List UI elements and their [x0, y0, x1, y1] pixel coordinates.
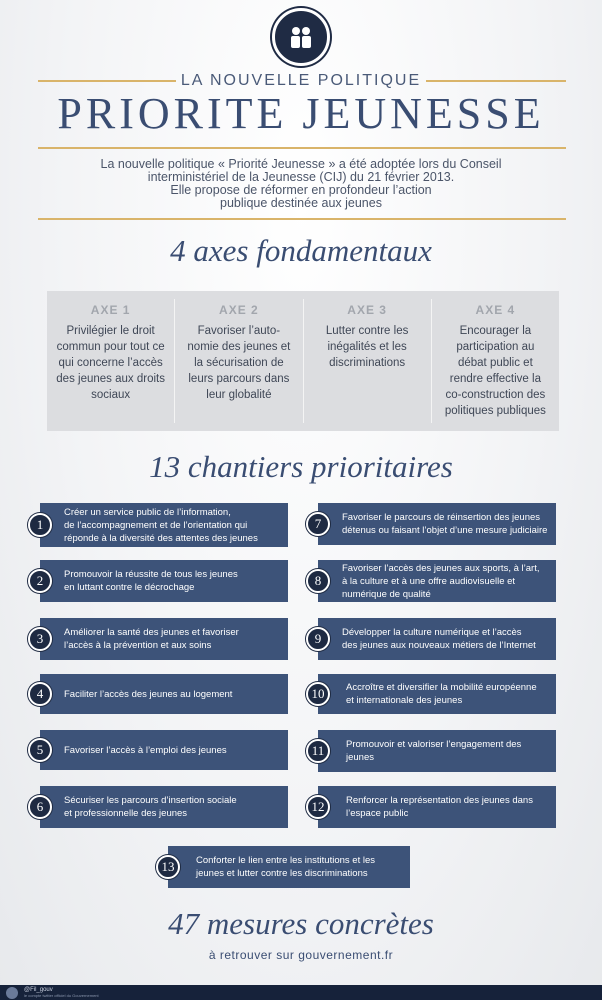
- axe-text-line: Encourager la: [459, 325, 532, 337]
- chantier-text-line: et internationale des jeunes: [346, 695, 463, 706]
- gold-line-under-intro: [38, 218, 566, 220]
- chantier-text: [196, 854, 375, 880]
- chantier-number-badge: 12: [306, 795, 330, 819]
- chantier-text-line: et professionnelle des jeunes: [64, 808, 188, 819]
- chantier-text: [64, 568, 238, 594]
- chantier-text-line: jeunes et lutter contre les discriminations: [196, 868, 368, 879]
- axe-text-line: politiques publiques: [444, 405, 546, 417]
- chantier-number-badge: 13: [156, 855, 180, 879]
- axe-column-2: [174, 299, 302, 423]
- chantier-number-badge: 11: [306, 739, 330, 763]
- chantier-text-line: des jeunes aux nouveaux métiers de l’Internet: [342, 640, 536, 651]
- chantier-text-line: Renforcer la représentation des jeunes dans: [346, 795, 533, 806]
- axe-text-line: débat public et: [457, 357, 533, 369]
- chantier-text-line: Promouvoir et valoriser l’engagement des: [346, 739, 522, 750]
- axe-text-line: Favoriser l’auto-: [197, 325, 281, 337]
- twitter-handle[interactable]: @Fil_gouv: [24, 987, 53, 993]
- twitter-bar: [0, 985, 602, 1000]
- chantiers-title: 13 chantiers prioritaires: [149, 449, 453, 484]
- intro-paragraph: [60, 158, 542, 210]
- chantier-box: [168, 846, 410, 888]
- chantier-text-line: l’espace public: [346, 808, 409, 819]
- axe-text-line: des jeunes aux droits: [56, 373, 165, 385]
- axe-label: AXE 4: [475, 303, 516, 317]
- page-subtitle: LA NOUVELLE POLITIQUE: [180, 72, 422, 89]
- axes-title: 4 axes fondamentaux: [170, 233, 432, 268]
- chantier-text-line: Améliorer la santé des jeunes et favoriser: [64, 627, 239, 638]
- gold-line-under-title: [38, 147, 566, 149]
- chantier-number-badge: 2: [28, 569, 52, 593]
- axe-text-line: Privilégier le droit: [66, 325, 155, 337]
- axe-column-1: [47, 299, 174, 423]
- twitter-description: le compte twitter officiel du Gouvernement: [24, 993, 99, 998]
- chantier-text-line: Favoriser l’accès des jeunes aux sports, à l’art,: [342, 562, 540, 574]
- chantier-box: [318, 674, 556, 714]
- axe-text-line: nomie des jeunes et: [187, 341, 291, 353]
- chantier-box: [40, 560, 288, 602]
- chantier-text: [342, 562, 539, 601]
- chantier-text: [346, 794, 533, 820]
- chantier-text: [64, 744, 227, 757]
- chantier-text-line: réponde à la diversité des attentes des jeunes: [64, 532, 258, 544]
- gouvernement-link[interactable]: à retrouver sur gouvernement.fr: [208, 948, 394, 962]
- two-people-icon: [286, 24, 316, 50]
- chantier-text-line: Conforter le lien entre les institutions et les: [196, 855, 376, 866]
- chantier-box: [40, 674, 288, 714]
- chantier-text-line: en luttant contre le décrochage: [64, 582, 195, 593]
- chantier-text-line: Sécuriser les parcours d’insertion sociale: [64, 795, 237, 806]
- chantier-text-line: détenus ou faisant l’objet d’une mesure judiciaire: [342, 525, 548, 536]
- chantier-number-badge: 9: [306, 627, 330, 651]
- axe-text: [310, 323, 425, 371]
- chantier-box: [318, 786, 556, 828]
- mesures-title: 47 mesures concrètes: [168, 906, 434, 941]
- chantier-text-line: numérique de qualité: [342, 588, 431, 600]
- intro-line: publique destinée aux jeunes: [220, 196, 382, 210]
- chantier-text: [346, 681, 537, 707]
- chantier-number-badge: 10: [306, 682, 330, 706]
- chantier-text-line: Créer un service public de l’information,: [64, 506, 231, 518]
- axe-text-line: leur globalité: [206, 389, 272, 401]
- intro-line: interministériel de la Jeunesse (CIJ) du 21 février 2013.: [147, 170, 455, 184]
- avatar: [6, 987, 18, 999]
- axe-label: AXE 2: [219, 303, 259, 317]
- axe-text-line: sociaux: [91, 389, 131, 401]
- chantier-box: [40, 730, 288, 770]
- chantier-text-line: Accroître et diversifier la mobilité européenne: [346, 682, 537, 693]
- intro-line: La nouvelle politique « Priorité Jeunesse » a été adoptée lors du Conseil: [100, 157, 502, 171]
- chantier-number-badge: 5: [28, 738, 52, 762]
- chantier-text: [64, 794, 237, 820]
- chantier-box: [40, 503, 288, 547]
- axe-text-line: commun pour tout ce: [56, 341, 165, 353]
- chantier-text-line: à la culture et à une offre audiovisuelle et: [342, 575, 516, 587]
- axe-text: [53, 323, 168, 403]
- chantier-text: [346, 738, 521, 764]
- chantier-text-line: de l’accompagnement et de l’orientation qui: [64, 519, 248, 531]
- chantier-box: [318, 560, 556, 602]
- chantier-box: [318, 618, 556, 660]
- twitter-info: [24, 987, 99, 998]
- axe-text-line: co-construction des: [445, 389, 546, 401]
- chantier-box: [40, 618, 288, 660]
- chantier-text-line: Faciliter l’accès des jeunes au logement: [64, 688, 233, 700]
- axe-label: AXE 3: [347, 303, 387, 317]
- axe-column-4: [431, 299, 559, 423]
- axes-panel: [47, 291, 559, 431]
- chantier-number-badge: 3: [28, 627, 52, 651]
- axe-text: [181, 323, 296, 403]
- chantier-number-badge: 1: [28, 513, 52, 537]
- chantier-text-line: jeunes: [346, 752, 374, 763]
- axe-label: AXE 1: [90, 303, 131, 317]
- chantier-text: [342, 626, 536, 652]
- chantier-box: [40, 786, 288, 828]
- axe-text-line: rendre effective la: [449, 373, 541, 385]
- chantier-text: [64, 506, 258, 545]
- chantier-number-badge: 4: [28, 682, 52, 706]
- chantier-number-badge: 8: [306, 569, 330, 593]
- chantier-box: [318, 503, 556, 545]
- axe-text-line: Lutter contre les: [325, 325, 409, 337]
- chantier-text-line: Promouvoir la réussite de tous les jeunes: [64, 569, 238, 580]
- axe-text-line: leurs parcours dans: [188, 373, 290, 385]
- chantier-box: [318, 730, 556, 772]
- axe-column-3: [303, 299, 431, 423]
- chantier-text: [64, 626, 239, 652]
- axe-text-line: participation au: [456, 341, 535, 353]
- logo: [272, 8, 330, 66]
- chantier-text-line: l’accès à la prévention et aux soins: [64, 640, 212, 651]
- axe-text: [438, 323, 553, 419]
- chantier-text: [342, 511, 547, 537]
- intro-line: Elle propose de réformer en profondeur l’action: [170, 183, 432, 197]
- axe-text-line: inégalités et les: [327, 341, 407, 353]
- chantier-text-line: Développer la culture numérique et l’accès: [342, 627, 522, 638]
- axe-text-line: la sécurisation de: [194, 357, 284, 369]
- chantier-number-badge: 6: [28, 795, 52, 819]
- axe-text-line: qui concerne l’accès: [58, 357, 163, 369]
- axe-text-line: discriminations: [329, 357, 406, 369]
- chantier-text: [64, 688, 232, 701]
- chantier-number-badge: 7: [306, 512, 330, 536]
- chantier-text-line: Favoriser le parcours de réinsertion des jeunes: [342, 512, 541, 523]
- page-title: PRIORITE JEUNESSE: [57, 89, 545, 138]
- chantier-text-line: Favoriser l’accès à l’emploi des jeunes: [64, 744, 227, 756]
